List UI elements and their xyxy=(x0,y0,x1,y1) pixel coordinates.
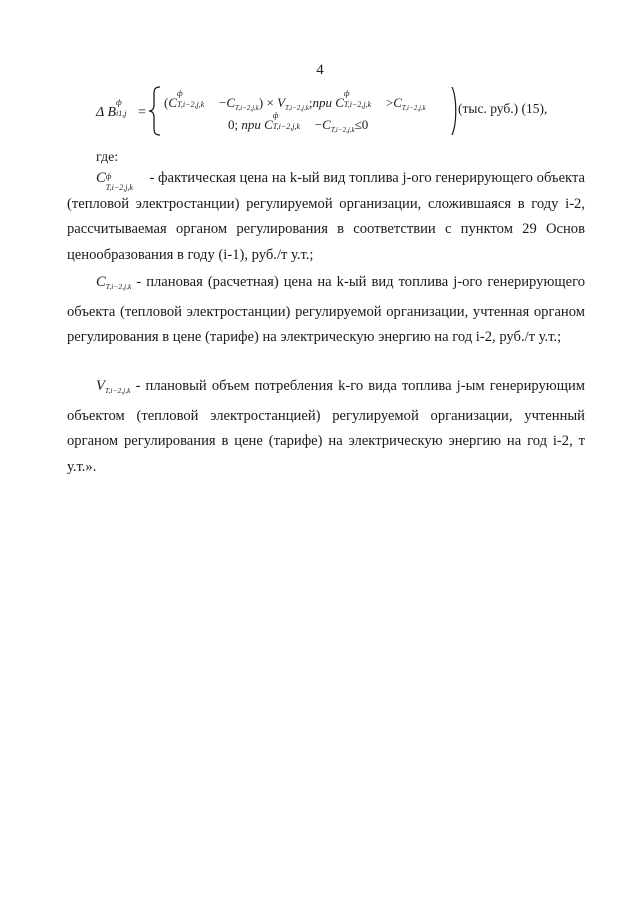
symbol-fact-price: C ф T,i−2,j,k xyxy=(96,170,133,192)
where-label: где: xyxy=(96,150,119,165)
formula-case-1: (C ф T,i−2,j,k $-C_{T,i-2,j,k}$) × $V_{T,i-2,j,k};при$ C ф T,i−2,j,k $>C_{T,i-2,j,k}$ xyxy=(164,89,426,112)
formula-units: (тыс. руб.) (15), xyxy=(458,101,548,116)
left-brace xyxy=(148,86,162,136)
formula-lhs: Δ B ф i1,j = xyxy=(96,98,146,120)
page-number: 4 xyxy=(316,62,324,78)
formula-case-2: 0; при C ф T,i−2,j,k $-C_{T,i-2,j,k}\le 0$ xyxy=(228,111,369,134)
symbol-plan-price: $C_{T,i-2,j,k}$ xyxy=(96,274,132,291)
symbol-plan-volume: $V_{T,i-2,j,k}$ xyxy=(96,378,131,395)
definition-plan-volume: $V_{T,i-2,j,k}$ - плановый объем потребления k-го вида топлива j-ым генерирующим объектом (тепловой электростанцией) регулируемой организации, учтенный органом регулирования в цене (тарифе) на электрическую энергию на год i-2, т у.т.». xyxy=(67,378,585,475)
right-paren xyxy=(450,86,458,136)
definition-fact-price: C ф T,i−2,j,k - фактическая цена на k-ый вид топлива j-ого генерирующего объекта (тепловой электростанции) регулируемой организации, сложившаяся в году i-2, рассчитываемая органом регулирования в соответствии с пунктом 29 Основ ценообразования в году (i-1), руб./т у.т.; xyxy=(67,170,585,263)
definition-plan-price: $C_{T,i-2,j,k}$ - плановая (расчетная) цена на k-ый вид топлива j-ого генерирующего объекта (тепловой электростанции) регулируемой организации, учтенная органом регулирования в цене (тарифе) на электрическую энергию на год i-2, руб./т у.т.; xyxy=(67,274,585,345)
formula-15 xyxy=(96,86,576,136)
